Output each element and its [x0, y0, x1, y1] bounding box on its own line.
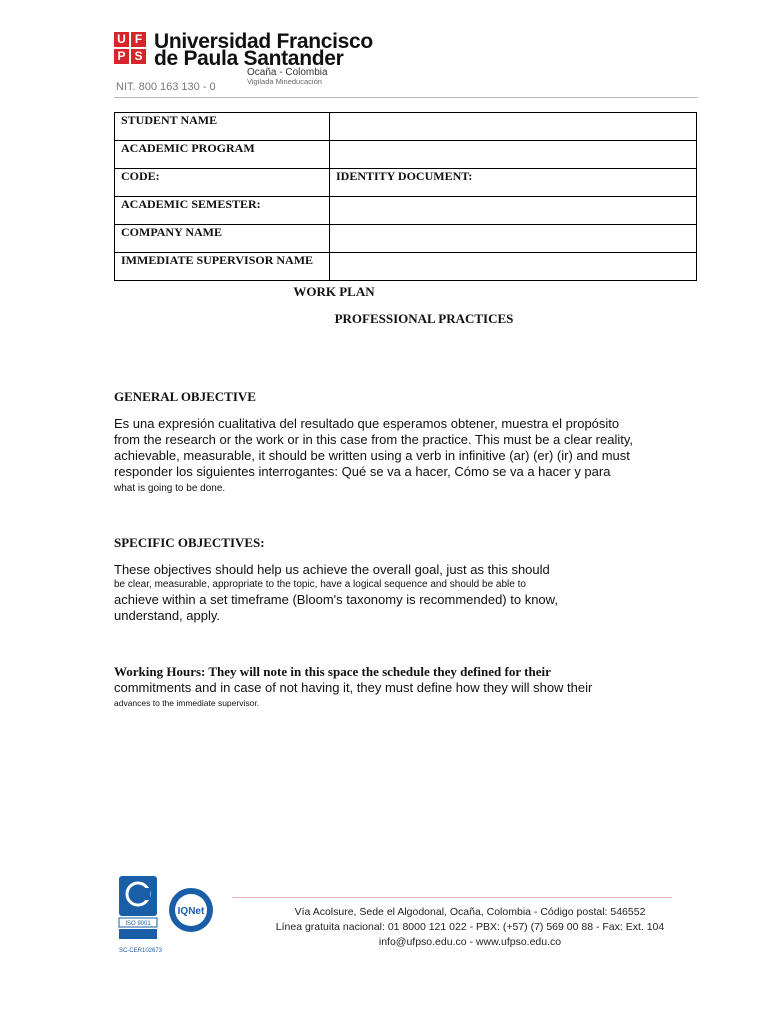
- header-divider: [114, 97, 698, 98]
- table-row: [115, 225, 697, 253]
- working-hours-text: [114, 664, 698, 710]
- letterhead: [114, 30, 704, 96]
- paragraph-line: be clear, measurable, appropriate to the topic, have a logical sequence and should be able to: [114, 579, 526, 590]
- university-logo-icon: U F P S: [114, 32, 147, 66]
- professional-practices-title: PROFESSIONAL PRACTICES: [334, 311, 514, 326]
- identity-document-field[interactable]: IDENTITY DOCUMENT:: [330, 169, 697, 197]
- supervisor-name-field[interactable]: [330, 253, 697, 281]
- footer-phones: Línea gratuita nacional: 01 8000 121 022 - PBX: (+57) (7) 569 00 88 - Fax: Ext. 104: [275, 921, 665, 933]
- label-academic-semester: ACADEMIC SEMESTER:: [115, 197, 330, 225]
- table-row: [115, 197, 697, 225]
- svg-text:ISO 9001: ISO 9001: [125, 921, 151, 927]
- label-code: CODE:: [115, 169, 330, 197]
- table-row: [115, 169, 697, 197]
- vigilada-text: Vigilada Mineducación: [247, 77, 322, 86]
- svg-text:IQNet: IQNet: [177, 906, 205, 917]
- university-name-line1: Universidad Francisco: [154, 30, 373, 53]
- certification-logos: [117, 876, 217, 956]
- paragraph-line: Working Hours: They will note in this space the schedule they defined for their: [114, 664, 551, 679]
- company-name-field[interactable]: [330, 225, 697, 253]
- label-academic-program: ACADEMIC PROGRAM: [115, 141, 330, 169]
- academic-semester-field[interactable]: [330, 197, 697, 225]
- paragraph-line: Es una expresión cualitativa del resultado que esperamos obtener, muestra el propósito: [114, 416, 620, 431]
- university-name-line2: de Paula Santander: [154, 47, 344, 70]
- paragraph-line: commitments and in case of not having it, they must define how they will show their: [114, 680, 593, 695]
- table-row: [115, 141, 697, 169]
- general-objective-heading: GENERAL OBJECTIVE: [114, 389, 256, 404]
- paragraph-line: understand, apply.: [114, 608, 220, 623]
- label-supervisor-name: IMMEDIATE SUPERVISOR NAME: [115, 253, 330, 281]
- footer-address: Vía Acolsure, Sede el Algodonal, Ocaña, Colombia - Código postal: 546552: [294, 906, 646, 918]
- paragraph-line: what is going to be done.: [114, 483, 226, 494]
- svg-text:SC-CER102673: SC-CER102673: [119, 948, 163, 954]
- table-row: [115, 253, 697, 281]
- student-name-field[interactable]: [330, 113, 697, 141]
- table-row: [115, 113, 697, 141]
- paragraph-line: responder los siguientes interrogantes: Qué se va a hacer, Cómo se va a hacer y para: [114, 464, 611, 479]
- footer-contact: [240, 905, 700, 950]
- work-plan-title: WORK PLAN: [293, 284, 375, 299]
- label-company-name: COMPANY NAME: [115, 225, 330, 253]
- general-objective-text: [114, 416, 754, 498]
- nit-number: NIT. 800 163 130 - 0: [116, 81, 216, 93]
- paragraph-line: achievable, measurable, it should be written using a verb in infinitive (ar) (er) (ir) and must: [114, 448, 630, 463]
- academic-program-field[interactable]: [330, 141, 697, 169]
- label-student-name: STUDENT NAME: [115, 113, 330, 141]
- footer-divider: [232, 897, 672, 898]
- paragraph-line: These objectives should help us achieve the overall goal, just as this should: [114, 562, 550, 577]
- paragraph-line: advances to the immediate supervisor.: [114, 698, 260, 708]
- specific-objectives-heading: SPECIFIC OBJECTIVES:: [114, 535, 265, 550]
- university-location: Ocaña - Colombia: [247, 67, 328, 78]
- paragraph-line: achieve within a set timeframe (Bloom's taxonomy is recommended) to know,: [114, 592, 558, 607]
- icontec-logo-icon: [117, 876, 217, 956]
- specific-objectives-text: [114, 562, 712, 624]
- student-info-table: [114, 112, 697, 281]
- footer-web[interactable]: info@ufpso.edu.co - www.ufpso.edu.co: [378, 936, 562, 948]
- paragraph-line: from the research or the work or in this case from the practice. This must be a clear reality,: [114, 432, 633, 447]
